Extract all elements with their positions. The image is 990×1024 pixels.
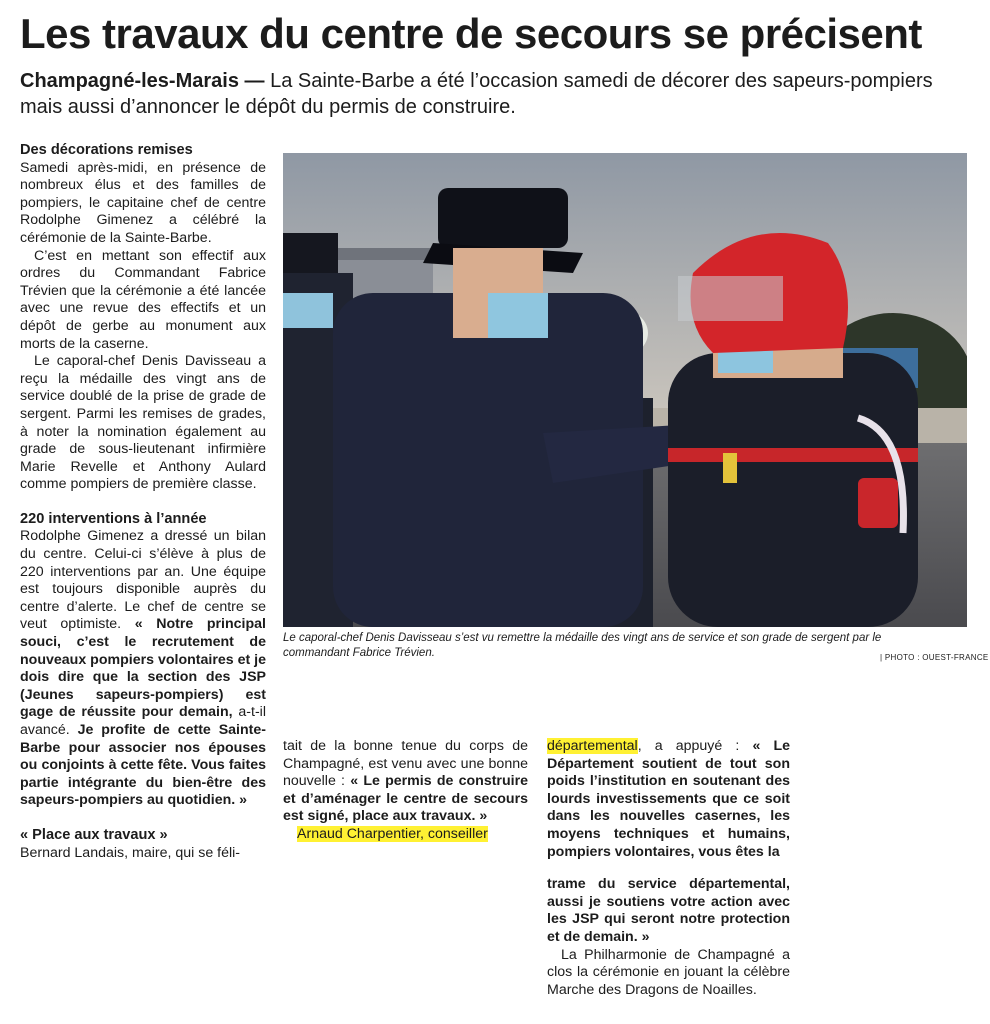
paragraph (547, 738, 790, 861)
article-photo (283, 153, 967, 627)
quote: « Le Département soutient de tout son poids l’institution en soutenant des lourds investissements que ce soit dans les nouvelles casernes, les moyens techniques et humains, pompiers volontaires, vous êtes la (547, 738, 791, 860)
article-column-3 (547, 738, 790, 999)
text: Rodolphe Gimenez a dressé un bilan du centre. Celui-ci s’élève à plus de 220 interventions par an. Une équipe est toujours disponible auprès du centre d’alerte. Le chef de centre se veut optimiste. (20, 528, 266, 633)
subhead-travaux: « Place aux travaux » (20, 826, 168, 843)
subhead-decorations: Des décorations remises (20, 142, 193, 158)
subhead-interventions: 220 interventions à l’année (20, 510, 207, 527)
highlighted-text: Arnaud Charpentier, conseiller (297, 825, 488, 842)
lede-text: La Sainte-Barbe a été l’occasion samedi de décorer des sapeurs-pompiers mais aussi d’annoncer le dépôt du permis de construire. (20, 70, 933, 118)
paragraph (283, 738, 528, 826)
highlighted-text: départemental (547, 738, 638, 754)
text: tait de la bonne tenue du corps de Champagné, est venu avec une bonne nouvelle : (283, 738, 528, 790)
paragraph: Samedi après-midi, en présence de nombreux élus et des familles de pompiers, le capitaine chef de centre Rodolphe Gimenez a célébré la cérémonie de la Sainte-Barbe. (20, 159, 266, 246)
paragraph (547, 876, 790, 946)
paragraph (283, 826, 528, 844)
photo-credit: | PHOTO : OUEST-FRANCE (880, 653, 989, 662)
quote: « Notre principal souci, c’est le recrutement de nouveaux pompiers volontaires et je dois dire que la section des JSP (Jeunes sapeurs-pompiers) est gage de réussite pour demain, (20, 616, 266, 721)
article-headline: Les travaux du centre de secours se précisent (20, 10, 922, 57)
quote: Je profite de cette Sainte-Barbe pour associer nos épouses ou conjoints à cette fête. Vous faites partie intégrante du bien-être des sapeurs-pompiers au quotidien. » (20, 722, 266, 809)
text: a-t-il avancé. (20, 704, 266, 738)
quote: trame du service départemental, aussi je soutiens votre action avec les JSP qui seront notre protection et de demain. » (547, 876, 790, 945)
article-column-1 (20, 142, 266, 862)
text: , a appuyé : (637, 738, 753, 754)
dateline-location: Champagné-les-Marais — (20, 70, 265, 92)
photo-illustration (283, 153, 967, 627)
article-column-2 (283, 738, 528, 844)
paragraph: Le caporal-chef Denis Davisseau a reçu la médaille des vingt ans de service doublé de la prise de grade de sergent. Parmi les remises de grades, à noter la nomination également au grade de sous-lieutenant infirmière Marie Revelle et Anthony Aulard comme pompiers de première classe. (20, 353, 266, 493)
photo-caption: Le caporal-chef Denis Davisseau s’est vu remettre la médaille des vingt ans de service et son grade de sergent par le commandant Fabrice Trévien. (283, 632, 882, 659)
paragraph: C’est en mettant son effectif aux ordres du Commandant Fabrice Trévien que la cérémonie a été lancée avec une revue des effectifs et un dépôt de gerbe au monument aux morts de la caserne. (20, 247, 266, 352)
article-lede (20, 68, 975, 120)
paragraph: La Philharmonie de Champagné a clos la cérémonie en jouant la célèbre Marche des Dragons de Noailles. (547, 946, 790, 998)
quote: « Le permis de construire et d’aménager le centre de secours est signé, place aux travaux. » (283, 773, 528, 825)
paragraph: Bernard Landais, maire, qui se féli- (20, 844, 241, 861)
paragraph (20, 528, 266, 810)
